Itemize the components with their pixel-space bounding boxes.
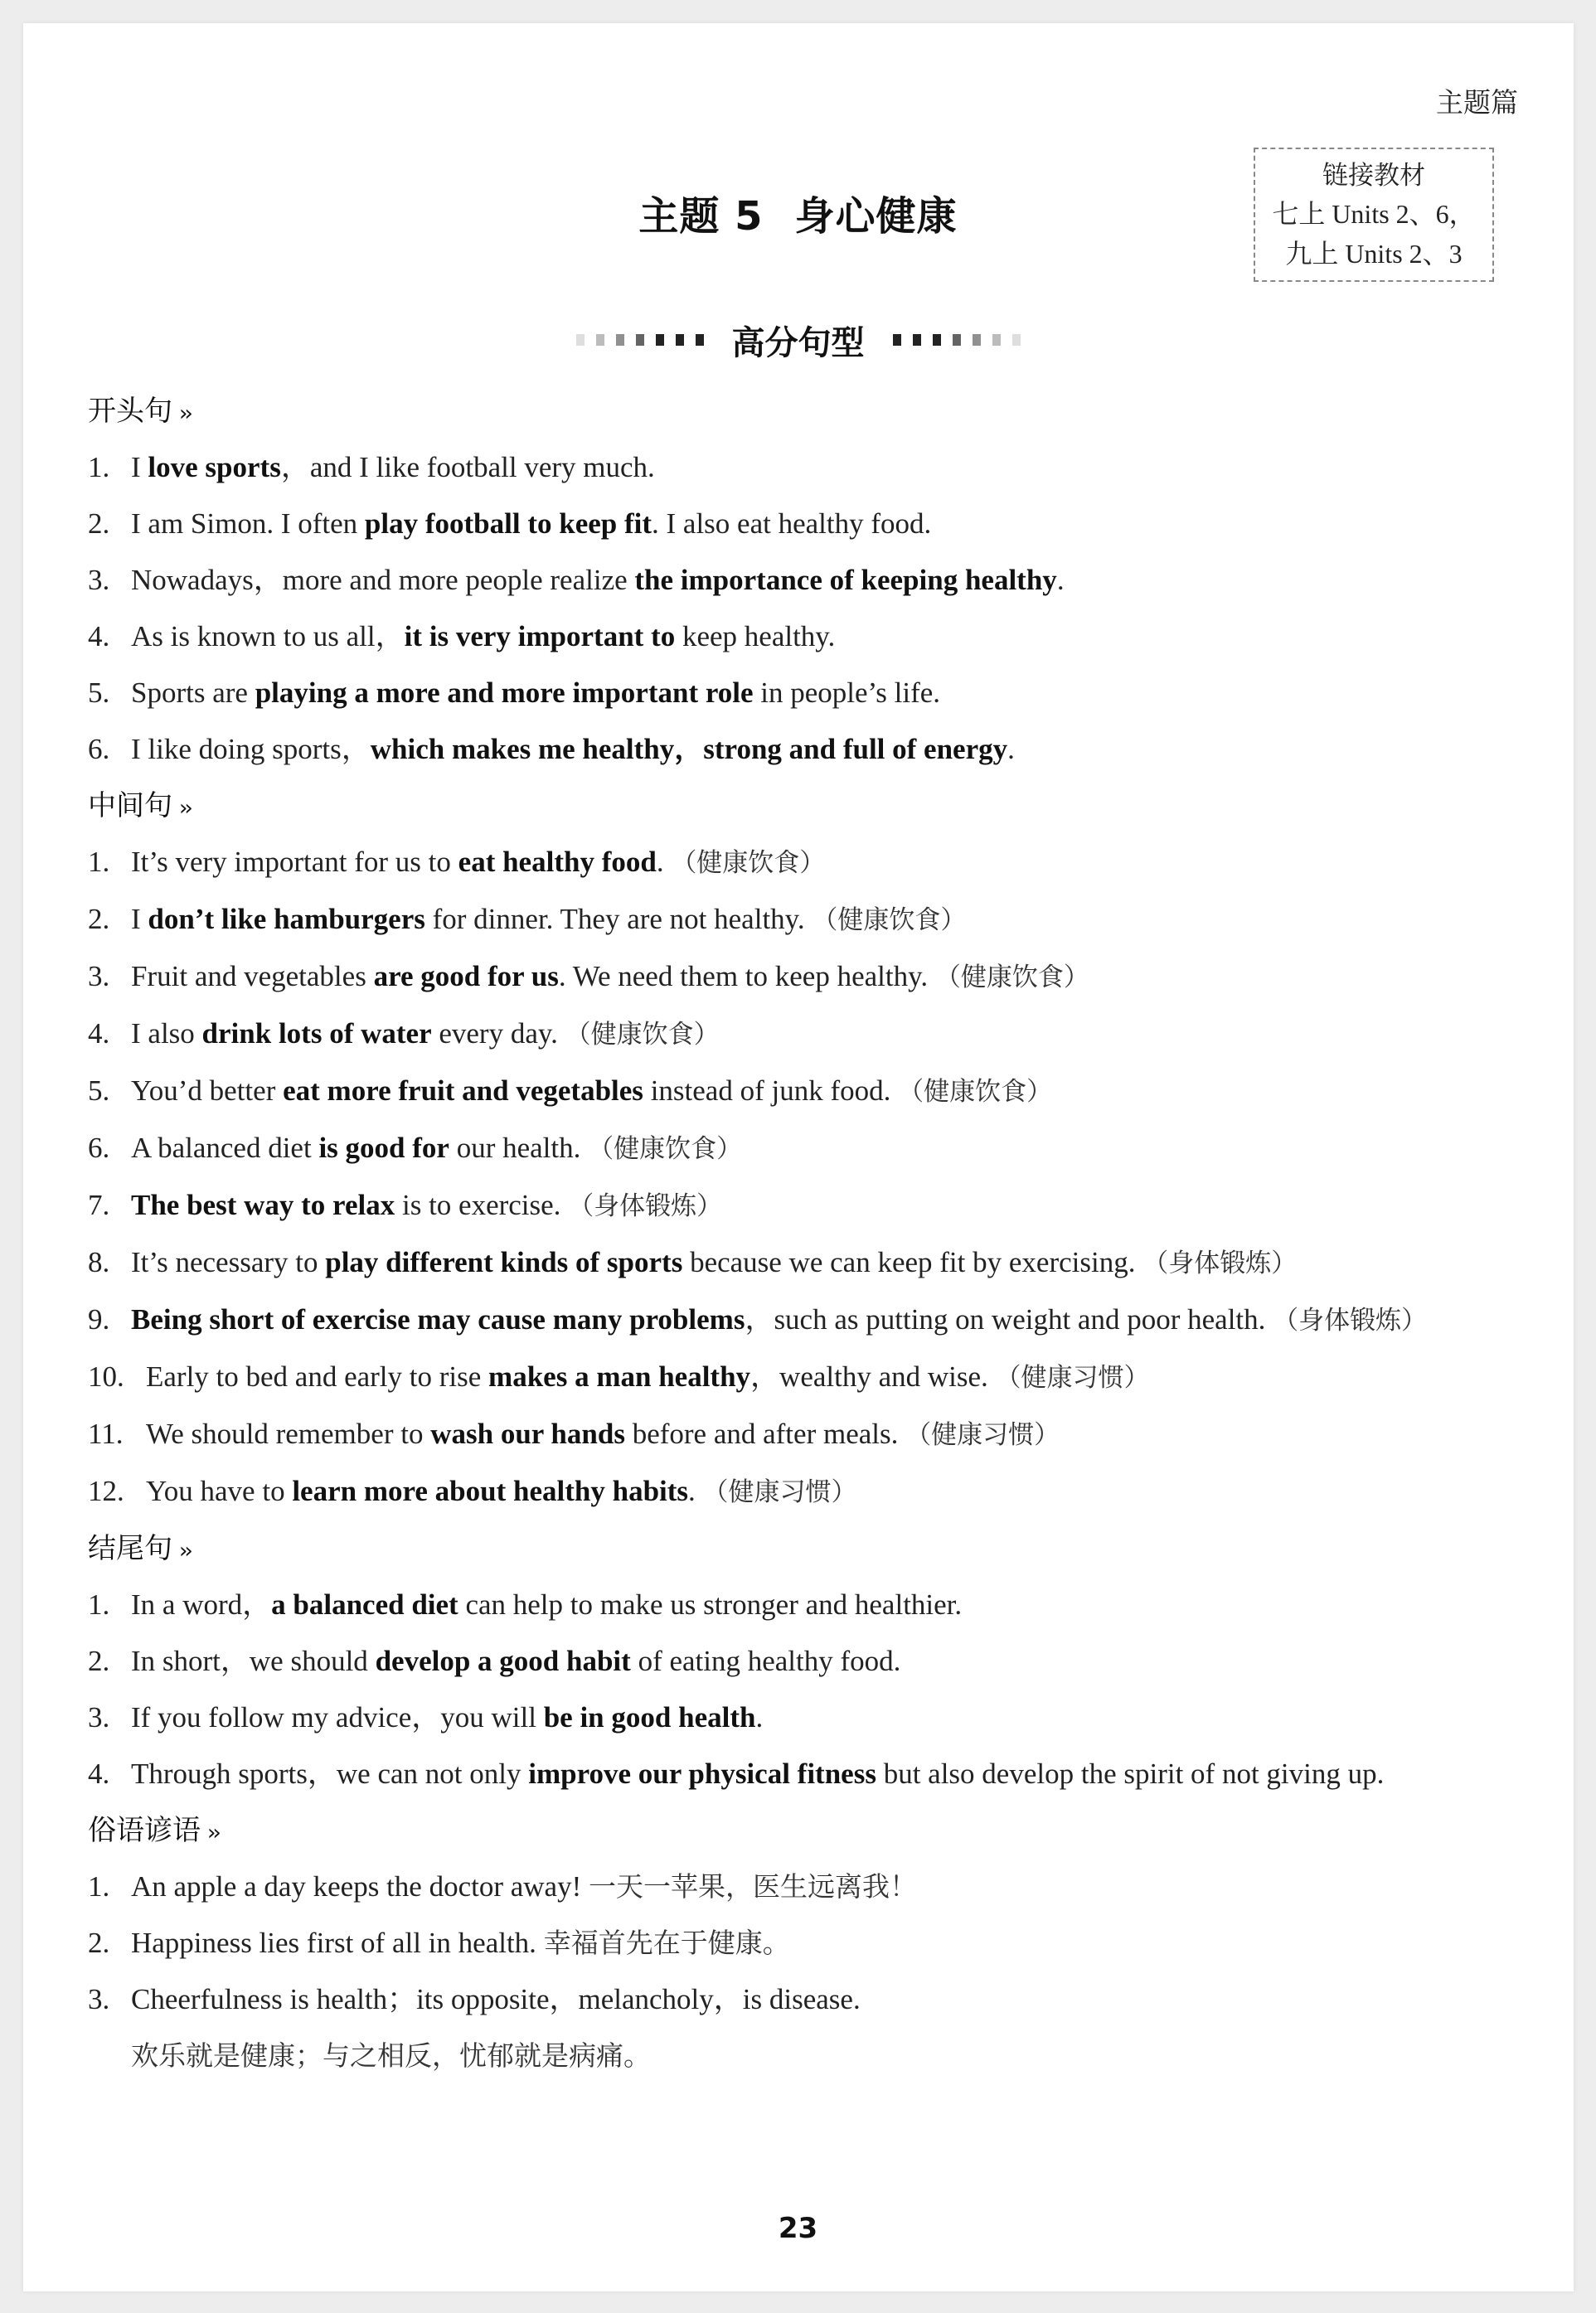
sentence-text: because we can keep fit by exercising. [682, 1246, 1143, 1278]
list-item [88, 1690, 1514, 1746]
item-number: 9. [88, 1303, 110, 1336]
list-item [88, 834, 1514, 891]
sentence-text: instead of junk food. [643, 1074, 899, 1107]
key-phrase: don’t like hamburgers [148, 903, 425, 935]
item-number: 6. [88, 733, 110, 765]
sentence-text: every day. [431, 1017, 565, 1050]
sentence-text: Early to bed and early to rise [146, 1360, 489, 1393]
item-text [131, 1690, 1514, 1746]
key-phrase: is good for [318, 1132, 449, 1164]
item-number: 2. [88, 507, 110, 540]
section-title: 高分句型 [731, 323, 865, 362]
list-item [88, 1463, 1514, 1520]
topic-tag: （身体锻炼） [568, 1191, 723, 1221]
key-phrase: are good for us [373, 960, 559, 992]
key-phrase: The best way to relax [131, 1189, 395, 1221]
sentence-text: I like doing sports， [131, 733, 371, 765]
list-item [88, 665, 1514, 721]
item-number: 11. [88, 1418, 124, 1450]
item-number: 1. [88, 1870, 110, 1903]
item-number: 4. [88, 1017, 110, 1050]
topic-tag: （身体锻炼） [1142, 1249, 1298, 1278]
list-item [88, 1349, 1514, 1406]
item-text [131, 948, 1514, 1006]
page-title [0, 184, 1596, 241]
list-item [88, 1063, 1514, 1120]
sentence-text: In short，we should [131, 1645, 376, 1677]
corner-label: 主题篇 [1436, 86, 1518, 119]
item-number: 4. [88, 1758, 110, 1790]
topic-tag: （健康饮食） [898, 1077, 1053, 1107]
list-item [88, 609, 1514, 665]
list-item [88, 1292, 1514, 1349]
list-item [88, 1120, 1514, 1177]
item-number: 7. [88, 1189, 110, 1221]
proverb-chinese: 欢乐就是健康；与之相反，忧郁就是病痛。 [131, 2039, 651, 2072]
item-number: 3. [88, 564, 110, 596]
topic-tag: （健康习惯） [702, 1477, 857, 1507]
list-item [88, 1971, 1514, 2084]
item-number: 12. [88, 1475, 124, 1507]
item-text [131, 552, 1514, 609]
list-item [88, 948, 1514, 1006]
decorative-dots [576, 334, 704, 346]
topic-tag: （健康饮食） [588, 1134, 743, 1164]
item-text [131, 496, 1514, 552]
item-text [131, 834, 1514, 891]
item-text [131, 1633, 1514, 1690]
key-phrase: a balanced diet [271, 1588, 458, 1621]
list-item [88, 552, 1514, 609]
list-item [88, 1915, 1514, 1971]
sentence-text: I am Simon. I often [131, 507, 365, 540]
sentence-text: but also develop the spirit of not giving up. [876, 1758, 1385, 1790]
decorative-dots [893, 334, 1021, 346]
double-chevron-icon: ›› [179, 401, 190, 426]
list-item [88, 721, 1514, 778]
item-text [131, 1063, 1514, 1120]
topic-name: 身心健康 [794, 193, 958, 240]
list-item [88, 891, 1514, 948]
sentence-text: A balanced diet [131, 1132, 319, 1164]
proverb-english: Happiness lies first of all in health. [131, 1927, 544, 1959]
item-number: 4. [88, 620, 110, 652]
sentence-text: If you follow my advice，you will [131, 1701, 544, 1734]
section-heading-middle: 中间句 ›› [88, 789, 190, 822]
textbook-box-line: 九上 Units 2、3 [1285, 239, 1463, 269]
item-number: 3. [88, 1983, 110, 2015]
sentence-text: . [688, 1475, 703, 1507]
sentence-content [88, 383, 1514, 2084]
sentence-text: ，such as putting on weight and poor health. [745, 1303, 1273, 1336]
topic-tag: （健康习惯） [905, 1420, 1060, 1450]
key-phrase: improve our physical fitness [528, 1758, 876, 1790]
list-item [88, 1177, 1514, 1234]
proverb-english: An apple a day keeps the doctor away! [131, 1870, 589, 1903]
item-text [131, 1915, 1514, 1971]
section-banner [0, 315, 1596, 365]
sentence-text: Sports are [131, 676, 255, 709]
list-item [88, 1746, 1514, 1802]
topic-tag: （健康饮食） [565, 1020, 720, 1050]
item-number: 10. [88, 1360, 124, 1393]
double-chevron-icon: ›› [179, 796, 190, 821]
sentence-text: of eating healthy food. [630, 1645, 901, 1677]
key-phrase: eat more fruit and vegetables [283, 1074, 643, 1107]
item-text [131, 609, 1514, 665]
item-text [131, 891, 1514, 948]
key-phrase: play football to keep fit [364, 507, 652, 540]
sentence-text: It’s necessary to [131, 1246, 326, 1278]
topic-tag: （健康饮食） [812, 905, 967, 935]
section-heading-proverbs: 俗语谚语 ›› [88, 1814, 218, 1847]
sentence-text: before and after meals. [624, 1418, 906, 1450]
item-text [131, 1177, 1514, 1234]
item-text [131, 1292, 1514, 1349]
item-text [131, 1859, 1514, 1915]
sentence-text: ，wealthy and wise. [750, 1360, 996, 1393]
proverb-chinese: 幸福首先在于健康。 [543, 1927, 790, 1959]
key-phrase: love sports [148, 451, 281, 483]
topic-label: 主题 5 [638, 193, 764, 240]
item-text [131, 1234, 1514, 1292]
key-phrase: makes a man healthy [488, 1360, 751, 1393]
sentence-text: In a word， [131, 1588, 272, 1621]
key-phrase: be in good health [543, 1701, 756, 1734]
key-phrase: wash our hands [430, 1418, 625, 1450]
item-number: 2. [88, 1645, 110, 1677]
item-number: 2. [88, 903, 110, 935]
sentence-text: You’d better [131, 1074, 284, 1107]
item-text [131, 721, 1514, 778]
item-text [131, 439, 1514, 496]
key-phrase: develop a good habit [375, 1645, 631, 1677]
sentence-text: . [755, 1701, 764, 1734]
list-item [88, 1577, 1514, 1633]
list-item [88, 1006, 1514, 1063]
item-text [131, 1006, 1514, 1063]
list-item [88, 1859, 1514, 1915]
sentence-text: . [1056, 564, 1065, 596]
sentence-text: You have to [146, 1475, 293, 1507]
sentence-text: . [1007, 733, 1015, 765]
textbook-box-title: 链接教材 [1322, 161, 1425, 191]
item-text [131, 665, 1514, 721]
sentence-text: keep healthy. [675, 620, 836, 652]
key-phrase: playing a more and more important role [255, 676, 754, 709]
closing-sentence-list [88, 1577, 1514, 1802]
sentence-text: for dinner. They are not healthy. [424, 903, 813, 935]
item-text [131, 1577, 1514, 1633]
item-text [131, 1971, 1514, 2084]
list-item [88, 1406, 1514, 1463]
key-phrase: the importance of keeping healthy [634, 564, 1057, 596]
item-number: 8. [88, 1246, 110, 1278]
sentence-text: Through sports，we can not only [131, 1758, 529, 1790]
key-phrase: which makes me healthy，strong and full of energy [370, 733, 1008, 765]
sentence-text: I also [131, 1017, 202, 1050]
proverb-english: Cheerfulness is health；its opposite，melancholy，is disease. [131, 1983, 861, 2015]
key-phrase: Being short of exercise may cause many problems [131, 1303, 745, 1336]
sentence-text: can help to make us stronger and healthier. [458, 1588, 963, 1621]
middle-sentence-list [88, 834, 1514, 1520]
sentence-text: is to exercise. [395, 1189, 569, 1221]
item-number: 1. [88, 1588, 110, 1621]
key-phrase: eat healthy food [458, 846, 657, 878]
list-item [88, 439, 1514, 496]
item-text [131, 1746, 1514, 1802]
page-number: 23 [778, 2212, 818, 2245]
list-item [88, 496, 1514, 552]
key-phrase: learn more about healthy habits [292, 1475, 689, 1507]
key-phrase: it is very important to [404, 620, 676, 652]
item-number: 1. [88, 846, 110, 878]
topic-tag: （健康习惯） [995, 1363, 1150, 1393]
sentence-text: our health. [449, 1132, 589, 1164]
item-text [131, 1120, 1514, 1177]
sentence-text: . We need them to keep healthy. [558, 960, 935, 992]
item-number: 3. [88, 960, 110, 992]
opening-sentence-list [88, 439, 1514, 778]
section-heading-closing: 结尾句 ›› [88, 1532, 190, 1565]
double-chevron-icon: ›› [207, 1821, 218, 1845]
key-phrase: drink lots of water [201, 1017, 432, 1050]
list-item [88, 1633, 1514, 1690]
item-text [146, 1349, 1514, 1406]
double-chevron-icon: ›› [179, 1539, 190, 1564]
textbook-box-line: 七上 Units 2、6， [1272, 199, 1476, 229]
sentence-text: . [656, 846, 672, 878]
item-number: 6. [88, 1132, 110, 1164]
item-number: 1. [88, 451, 110, 483]
sentence-text: ，and I like football very much. [280, 451, 655, 483]
sentence-text: As is known to us all， [131, 620, 405, 652]
sentence-text: I [131, 451, 148, 483]
topic-tag: （健康饮食） [671, 848, 826, 878]
sentence-text: I [131, 903, 148, 935]
item-text [146, 1406, 1514, 1463]
sentence-text: We should remember to [146, 1418, 431, 1450]
section-heading-opening: 开头句 ›› [88, 395, 190, 428]
list-item [88, 1234, 1514, 1292]
sentence-text: . I also eat healthy food. [652, 507, 932, 540]
proverb-list [88, 1859, 1514, 2084]
item-number: 3. [88, 1701, 110, 1734]
sentence-text: in people’s life. [753, 676, 941, 709]
topic-tag: （健康饮食） [934, 963, 1089, 992]
key-phrase: play different kinds of sports [325, 1246, 683, 1278]
topic-tag: （身体锻炼） [1273, 1306, 1428, 1336]
proverb-chinese: 一天一苹果，医生远离我！ [589, 1870, 918, 1903]
item-text [146, 1463, 1514, 1520]
item-number: 2. [88, 1927, 110, 1959]
item-number: 5. [88, 676, 110, 709]
item-number: 5. [88, 1074, 110, 1107]
sentence-text: It’s very important for us to [131, 846, 458, 878]
sentence-text: Nowadays，more and more people realize [131, 564, 635, 596]
sentence-text: Fruit and vegetables [131, 960, 374, 992]
